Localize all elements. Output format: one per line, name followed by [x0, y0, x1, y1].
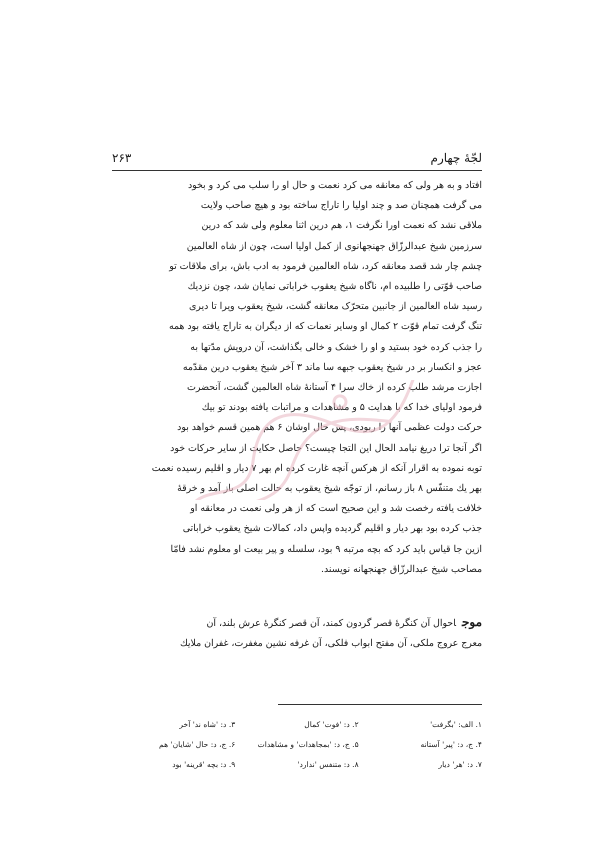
body-line: چشم چار شد قصد معانقه کرد، شاه العالمین فرمود به ادب باش، برای ملاقات تو: [169, 260, 482, 272]
footnote-row: [112, 714, 482, 734]
body-line: ملاقی نشد که نعمت اورا نگرفت ۱، هم درین اثنا معلوم ولی شد که درین: [201, 220, 482, 232]
section-title: لجّهٔ چهارم: [430, 151, 482, 165]
footnote: ۶. ج، د: حال 'شایان' هم: [159, 739, 236, 749]
footnote: ۸. د: متنفس 'ندارد': [297, 759, 359, 769]
body-line: اگر آنجا ترا دریغ نیامد الحال این التجا چیست؟ حاصل حکایت از سایر حرکات خود: [170, 442, 482, 454]
body-line: خلافت یافته رخصت شد و این صحیح است که از هر ولی نعمت در معانقه او: [190, 503, 482, 515]
footnote: ۵. ج، د: 'بمجاهدات' و مشاهدات: [257, 739, 359, 749]
body-line: رسید شاه العالمین از جانبین متحرّک معانقه گشت، شیخ یعقوب ویرا تا دیری: [188, 301, 482, 313]
body-line: حرکت دولت عظمی آنها را ربودی، پس حال اوشان ۶ هم همین قسم خواهد بود: [177, 422, 482, 434]
header-divider: [112, 170, 482, 171]
body-line: می گرفت همچنان صد و چند اولیا را تاراج ساخته بود و هیچ صاحب ولایت: [200, 200, 482, 212]
body-line: ازین جا قیاس باید کرد که بچه مرتبه ۹ بود، سلسله و پیر بیعت او معلوم نشد فامّا: [170, 543, 482, 555]
next-para-line: معرج عروج ملکی، آن مفتح ابواب فلکی، آن غرفه نشین مغفرت، غفران ملایك: [180, 638, 482, 649]
next-paragraph: [112, 612, 482, 654]
body-line: جذب کرده بود بهر دیار و اقلیم گردیده واپس داد، کمالات شیخ یعقوب خراباتی: [182, 523, 482, 535]
body-line: توبه نموده به اقرار آنکه از هرکس آنچه غارت کرده ام بهر ۷ دیار و اقلیم رسیده نعمت: [151, 462, 482, 474]
footnote: ۲. د: 'فوت' کمال: [304, 719, 359, 729]
footnote: ۴. ج، د: 'پیر' آستانه: [420, 739, 482, 749]
body-text: [112, 176, 482, 580]
next-para-text: احوال آن کنگرهٔ قصر گردون کمند، آن قصر کنگرهٔ عرش بلند، آن: [206, 618, 456, 629]
body-line: اجازت مرشد طلب کرده از خاك سرا ۴ آستانهٔ شاه العالمین گشت، آنحضرت: [187, 382, 482, 394]
body-line: مصاحب شیخ عبدالرزّاق جهنجهانه نویسند.: [320, 563, 482, 575]
footnotes: [112, 714, 482, 774]
body-line: افتاد و به هر ولی که معانقه می کرد نعمت و حال او را سلب می کرد و بخود: [187, 180, 482, 191]
footnote: ۱. الف: 'بگرفت': [430, 719, 482, 729]
paragraph-heading: موج: [461, 615, 482, 629]
footnote-divider: [278, 704, 482, 705]
page-number: ۲۶۳: [112, 151, 132, 165]
body-line: فرمود اولیای خدا که با هدایت ۵ و مشاهدات و مراتبات یافته بودند تو بیك: [201, 402, 482, 414]
footnote-row: [112, 734, 482, 754]
body-line: سرزمین شیخ عبدالرزّاق جهنجهانوی از کمل اولیا است، چون از شاه العالمین: [186, 240, 482, 252]
footnote-row: [112, 754, 482, 774]
footnote: ۷. د: 'هر' دیار: [438, 759, 482, 769]
body-line: تنگ گرفت تمام قوّت ۲ کمال او وسایر نعمات که از دیگران به تاراج یافته بود همه: [168, 321, 482, 333]
page-header: [112, 148, 482, 168]
footnote: ۹. د: بچه 'قرینه' بود: [172, 759, 236, 769]
next-para-line: [112, 612, 482, 634]
body-line: بهر یك متنفّس ۸ باز رسانم، از توجّه شیخ یعقوب به حالت اصلی باز آمد و خرقهٔ: [177, 483, 482, 495]
body-line: صاحب قوّتی را طلبیده ام، ناگاه شیخ یعقوب خراباتی نمایان شد، چون نزدیك: [187, 281, 482, 293]
body-line: عجز و انکسار بر در شیخ یعقوب جبهه سا ماند ۳ آخر شیخ یعقوب درین مقدّمه: [182, 361, 482, 373]
footnote: ۳. د: 'شاه ند' آخر: [179, 719, 236, 729]
body-line: را جذب کرده خود بستید و او را خشک و خالی بگذاشت، آن درویش مدّتها به: [190, 341, 482, 353]
